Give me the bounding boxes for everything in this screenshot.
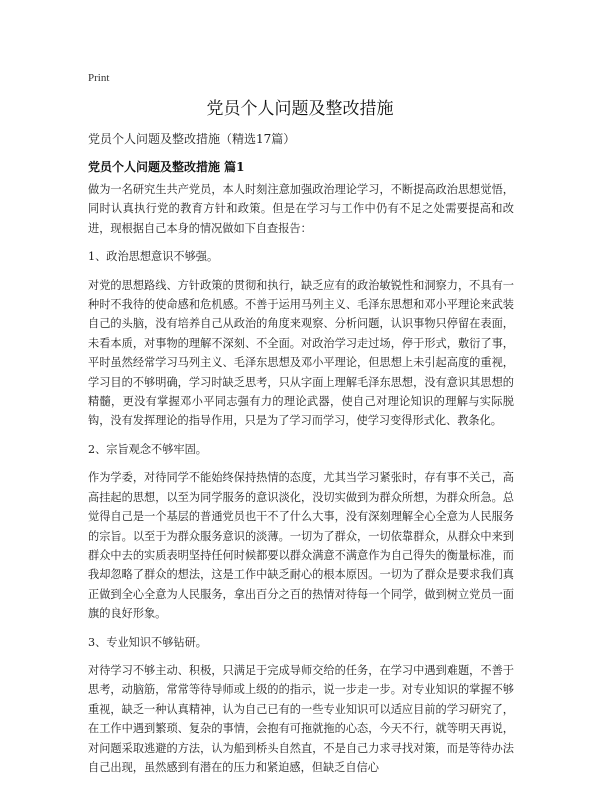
section-heading: 党员个人问题及整改措施 篇1 xyxy=(88,160,245,174)
document-title: 党员个人问题及整改措施 xyxy=(206,99,394,119)
paragraph-point-3: 对待学习不够主动、积极，只满足于完成导师交给的任务，在学习中遇到难题，不善于思考，动脑筋，常常等待导师或上级的的指示，说一步走一步。对专业知识的掌握不够重视，缺乏一种认真精神，认为自己已有的一些专业知识可以适应目前的学习研究了，在工作中遇到繁琐、复杂的事情，会抱有可拖就拖的心态，今天不行，就等明天再说，对问题采取逃避的方法，认为船到桥头自然直，不是自己力求寻找对策，而是等待办法自己出现，虽然感到有潜在的压力和紧迫感，但缺乏自信心 xyxy=(88,663,514,774)
point-heading-1: 1、政治思想意识不够强。 xyxy=(88,250,219,264)
print-link[interactable]: Print xyxy=(88,72,110,84)
paragraph-point-1: 对党的思想路线、方针政策的贯彻和执行，缺乏应有的政治敏锐性和洞察力，不具有一种时不我待的使命感和危机感。不善于运用马列主义、毛泽东思想和邓小平理论来武装自己的头脑，没有培养自己从政治的角度来观察、分析问题，认识事物只停留在表面，未看本质，对事物的理解不深刻、不全面。对政治学习走过场，停于形式，敷衍了事，平时虽然经常学习马列主义、毛泽东思想及邓小平理论，但思想上未引起高度的重视，学习目的不够明确，学习时缺乏思考，只从字面上理解毛泽东思想，没有意识其思想的精髓，更没有掌握邓小平同志强有力的理论武器，使自己对理论知识的理解与实际脱钩，没有发挥理论的指导作用，只是为了学习而学习，使学习变得形式化、教条化。 xyxy=(88,278,514,428)
point-heading-2: 2、宗旨观念不够牢固。 xyxy=(88,442,207,456)
paragraph-point-2: 作为学委，对待同学不能始终保持热情的态度，尤其当学习紧张时，存有事不关己，高高挂起的思想，以至为同学服务的意识淡化，没切实做到为群众所想，为群众所急。总觉得自己是一个基层的普通党员也干不了什么大事，没有深刻理解全心全意为人民服务的宗旨。以至于为群众服务意识的淡薄。一切为了群众，一切依靠群众，从群众中来到群众中去的实质表明坚持任何时候都要以群众满意不满意作为自己得失的衡量标准，而我却忽略了群众的想法，这是工作中缺乏耐心的根本原因。一切为了群众是要求我们真正做到全心全意为人民服务，拿出百分之百的热情对待每一个同学，做到树立党员一面旗的良好形象。 xyxy=(88,471,514,621)
paragraph-intro: 做为一名研究生共产党员，本人时刻注意加强政治理论学习，不断提高政治思想觉悟，同时认真执行党的教育方针和政策。但是在学习与工作中仍有不足之处需要提高和改进，现根据自己本身的情况做如下自查报告： xyxy=(88,183,514,235)
document-body xyxy=(88,180,514,786)
document-subtitle: 党员个人问题及整改措施（精选17篇） xyxy=(88,132,296,146)
point-heading-3: 3、专业知识不够钻研。 xyxy=(88,635,207,649)
